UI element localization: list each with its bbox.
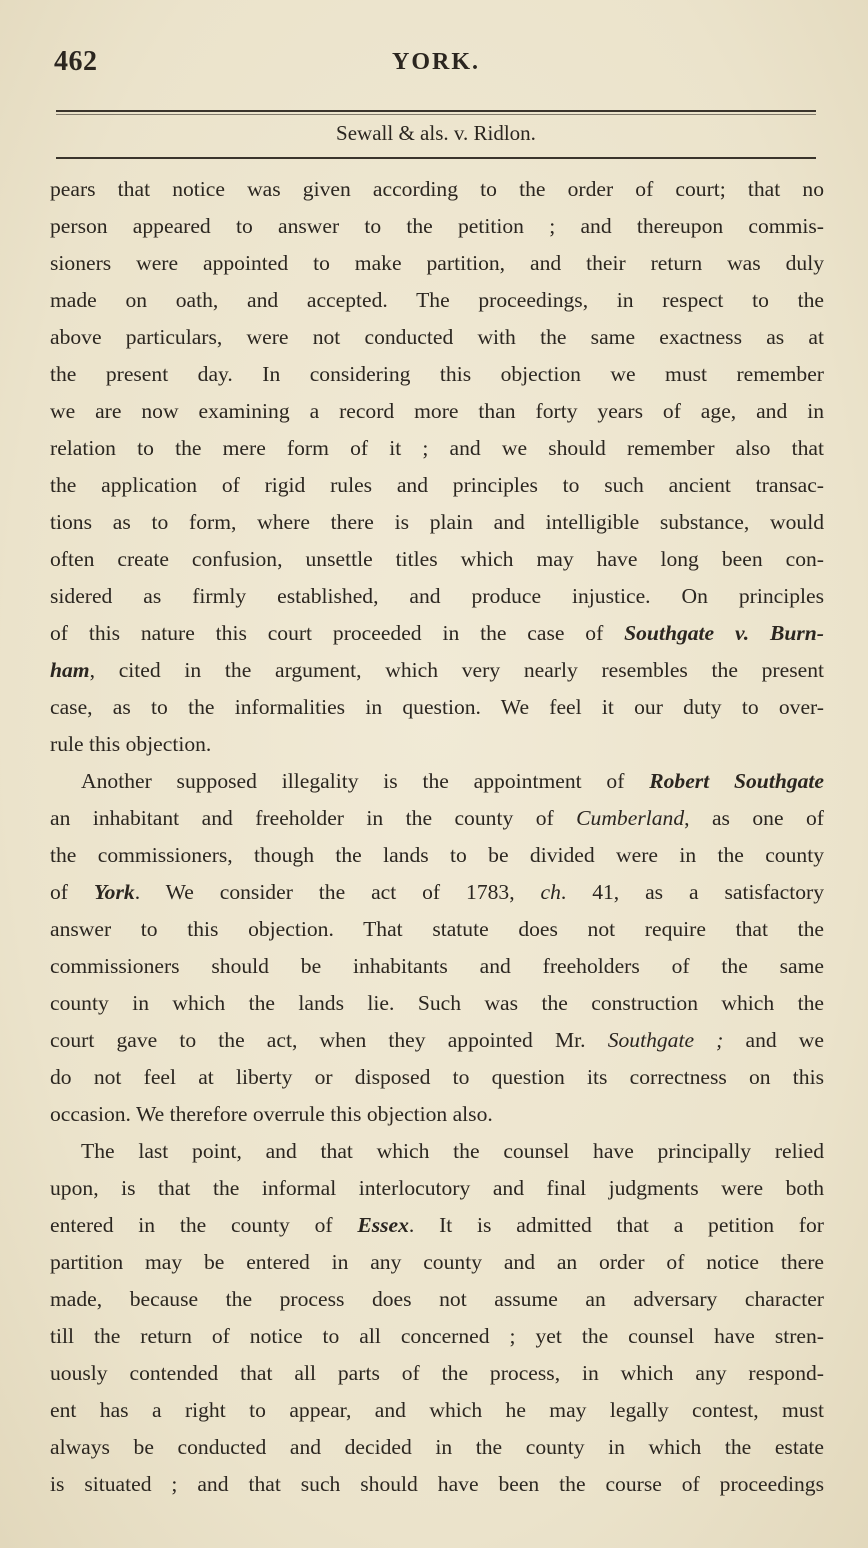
page-header — [50, 46, 822, 86]
italic-term: Southgate v. Burn- — [624, 621, 824, 645]
text-line — [50, 1096, 824, 1133]
text-segment: county in which the lands lie. Such was the construction which the — [50, 991, 824, 1015]
text-segment: upon, is that the informal interlocutory and final judgments were both — [50, 1176, 824, 1200]
text-segment: court gave to the act, when they appointed Mr. — [50, 1028, 608, 1052]
text-line — [50, 1244, 824, 1281]
text-segment: till the return of notice to all concerned ; yet the counsel have stren- — [50, 1324, 824, 1348]
header-rule — [56, 110, 816, 112]
text-segment: made, because the process does not assume an adversary character — [50, 1287, 824, 1311]
text-line — [50, 393, 824, 430]
text-line — [50, 1281, 824, 1318]
text-segment: the application of rigid rules and principles to such ancient transac- — [50, 473, 824, 497]
text-line — [50, 541, 824, 578]
text-segment: rule this objection. — [50, 732, 212, 756]
text-line — [50, 1133, 824, 1170]
text-segment: , as one of — [684, 806, 824, 830]
text-line — [50, 1059, 824, 1096]
text-line — [50, 171, 824, 208]
text-line — [50, 1392, 824, 1429]
text-segment: partition may be entered in any county and an order of notice there — [50, 1250, 824, 1274]
text-segment: pears that notice was given according to the order of court; that no — [50, 177, 824, 201]
text-line — [50, 245, 824, 282]
text-segment: is situated ; and that such should have been the course of proceedings — [50, 1472, 824, 1496]
text-segment: above particulars, were not conducted with the same exactness as at — [50, 325, 824, 349]
case-title-rule — [56, 157, 816, 159]
text-segment: . We consider the act of 1783, — [134, 880, 541, 904]
text-line — [50, 1022, 824, 1059]
text-line — [50, 689, 824, 726]
text-line — [50, 726, 824, 763]
text-line — [50, 1207, 824, 1244]
text-line — [50, 874, 824, 911]
text-segment: we are now examining a record more than forty years of age, and in — [50, 399, 824, 423]
text-line — [50, 319, 824, 356]
text-line — [50, 1429, 824, 1466]
text-line — [50, 504, 824, 541]
text-line — [50, 208, 824, 245]
text-line — [50, 837, 824, 874]
italic-term: Robert Southgate — [649, 769, 825, 793]
text-segment: often create confusion, unsettle titles which may have long been con- — [50, 547, 824, 571]
text-segment: person appeared to answer to the petition ; and thereupon commis- — [50, 214, 824, 238]
text-segment: of — [50, 880, 94, 904]
text-segment: , cited in the argument, which very nearly resembles the present — [89, 658, 824, 682]
italic-term: ham — [50, 658, 90, 682]
text-line — [50, 615, 824, 652]
text-line — [50, 652, 824, 689]
italic-term: York — [93, 880, 135, 904]
text-line — [50, 356, 824, 393]
italic-term: Cumberland — [576, 806, 685, 830]
page-number: 462 — [54, 46, 98, 77]
italic-term: ch — [540, 880, 561, 904]
text-segment: an inhabitant and freeholder in the county of — [50, 806, 577, 830]
text-segment: always be conducted and decided in the county in which the estate — [50, 1435, 824, 1459]
text-segment: the present day. In considering this objection we must remember — [50, 362, 824, 386]
text-segment: of this nature this court proceeded in the case of — [50, 621, 625, 645]
text-line — [50, 800, 824, 837]
text-line — [50, 763, 824, 800]
text-segment: . 41, as a satisfactory — [560, 880, 825, 904]
text-line — [50, 1318, 824, 1355]
text-segment: The last point, and that which the counsel have principally relied — [81, 1139, 824, 1163]
italic-term: Southgate ; — [607, 1028, 724, 1052]
text-segment: . It is admitted that a petition for — [408, 1213, 824, 1237]
text-segment: entered in the county of — [50, 1213, 358, 1237]
text-segment: case, as to the informalities in question. We feel it our duty to over- — [50, 695, 824, 719]
text-line — [50, 1170, 824, 1207]
text-segment: relation to the mere form of it ; and we should remember also that — [50, 436, 824, 460]
text-line — [50, 282, 824, 319]
text-segment: made on oath, and accepted. The proceedings, in respect to the — [50, 288, 824, 312]
text-segment: ent has a right to appear, and which he may legally contest, must — [50, 1398, 824, 1422]
text-line — [50, 430, 824, 467]
text-segment: and we — [723, 1028, 824, 1052]
text-line — [50, 1466, 824, 1503]
text-segment: sidered as firmly established, and produce injustice. On principles — [50, 584, 824, 608]
italic-term: Essex — [357, 1213, 409, 1237]
text-line — [50, 985, 824, 1022]
text-line — [50, 467, 824, 504]
text-line — [50, 948, 824, 985]
text-segment: sioners were appointed to make partition, and their return was duly — [50, 251, 824, 275]
text-segment: the commissioners, though the lands to be divided were in the county — [50, 843, 824, 867]
text-segment: Another supposed illegality is the appointment of — [81, 769, 650, 793]
case-title: Sewall & als. v. Ridlon. — [336, 121, 536, 145]
text-segment: occasion. We therefore overrule this objection also. — [50, 1102, 493, 1126]
text-segment: commissioners should be inhabitants and freeholders of the same — [50, 954, 824, 978]
text-line — [50, 1355, 824, 1392]
body-text — [50, 171, 824, 1503]
text-segment: uously contended that all parts of the process, in which any respond- — [50, 1361, 824, 1385]
header-rule-thin — [56, 114, 816, 115]
running-head: YORK. — [392, 49, 480, 75]
text-segment: tions as to form, where there is plain and intelligible substance, would — [50, 510, 824, 534]
text-line — [50, 911, 824, 948]
text-segment: do not feel at liberty or disposed to question its correctness on this — [50, 1065, 824, 1089]
text-line — [50, 578, 824, 615]
text-segment: answer to this objection. That statute does not require that the — [50, 917, 824, 941]
